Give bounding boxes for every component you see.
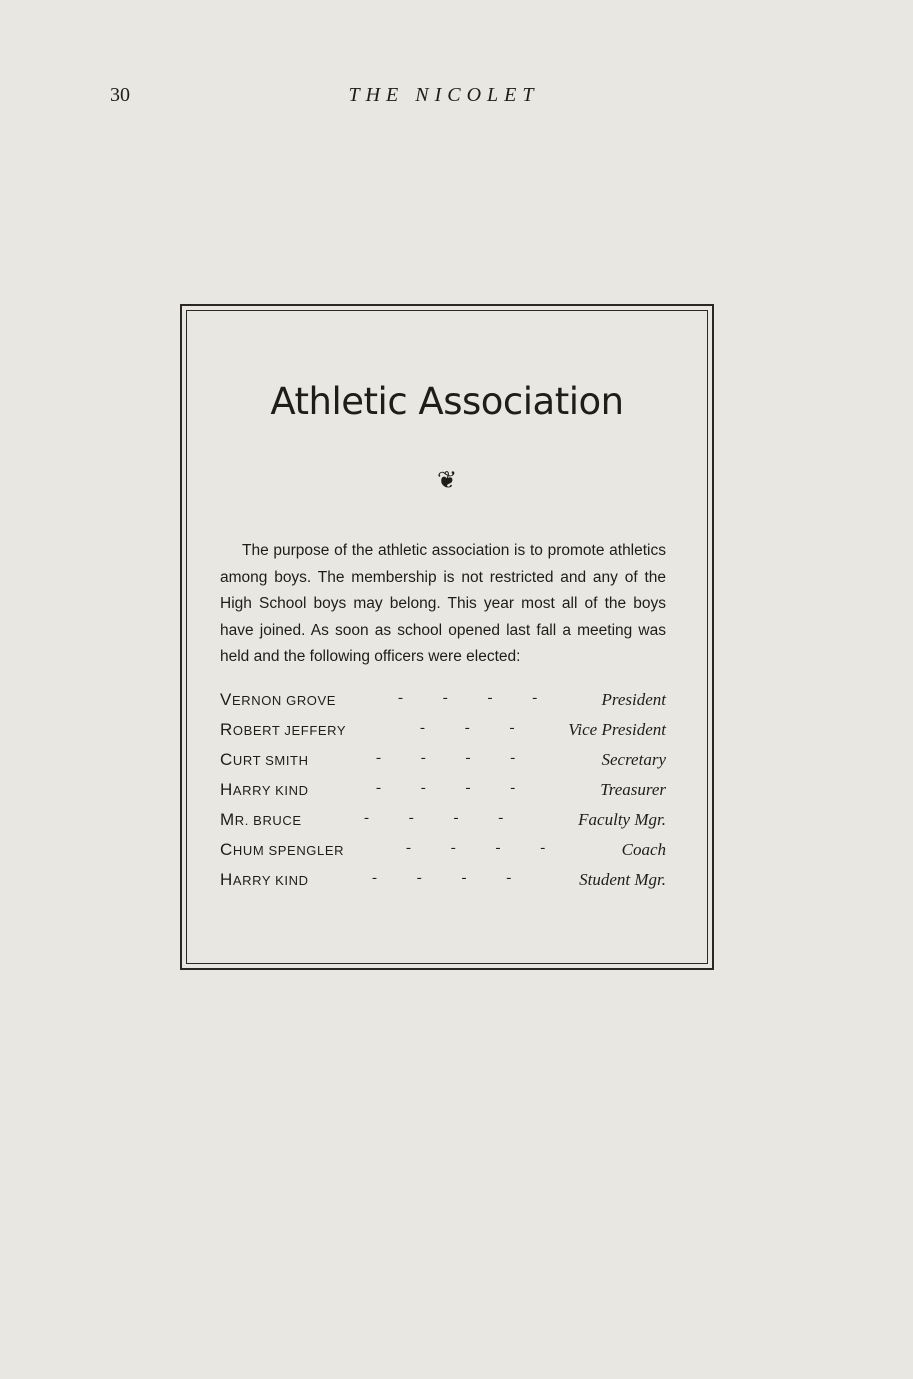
leader-dashes: - - - - (376, 780, 516, 796)
officer-title: Vice President (568, 720, 666, 739)
officer-title: Treasurer (600, 780, 666, 799)
leader-dashes: - - - - (364, 810, 504, 826)
officers-list (220, 690, 666, 900)
officer-name: CHUM SPENGLER (220, 840, 345, 859)
officer-row (220, 750, 666, 780)
officer-title: Secretary (601, 750, 666, 769)
leader-dashes: - - - (420, 720, 515, 736)
officer-name: MR. BRUCE (220, 810, 302, 829)
officer-title: Faculty Mgr. (578, 810, 666, 829)
leader-dashes: - - - - (372, 870, 512, 886)
running-title: THE NICOLET (348, 84, 540, 106)
officer-name: CURT SMITH (220, 750, 309, 769)
leader-dashes: - - - - (398, 690, 538, 706)
page-number: 30 (110, 84, 130, 106)
officer-name: VERNON GROVE (220, 690, 337, 709)
officer-row (220, 780, 666, 810)
section-title: Athletic Association (270, 380, 624, 423)
officer-title: Student Mgr. (579, 870, 666, 889)
officer-name: HARRY KIND (220, 870, 309, 889)
body-paragraph: The purpose of the athletic association is to promote athletics among boys. The membership is not restricted and any of the High School boys may belong. This year most all of the boys have joined. As soon as school opened last fall a meeting was held and the following officers were elected: (220, 542, 666, 665)
officer-title: Coach (621, 840, 666, 859)
officer-row (220, 810, 666, 840)
leader-dashes: - - - - (376, 750, 516, 766)
bordered-frame (180, 304, 714, 970)
leader-dashes: - - - - (406, 840, 546, 856)
officer-row (220, 720, 666, 750)
officer-title: President (601, 690, 666, 709)
officer-row (220, 870, 666, 900)
officer-name: ROBERT JEFFERY (220, 720, 347, 739)
ornament-icon: ❦ (436, 466, 458, 494)
officer-name: HARRY KIND (220, 780, 309, 799)
officer-row (220, 840, 666, 870)
officer-row (220, 690, 666, 720)
